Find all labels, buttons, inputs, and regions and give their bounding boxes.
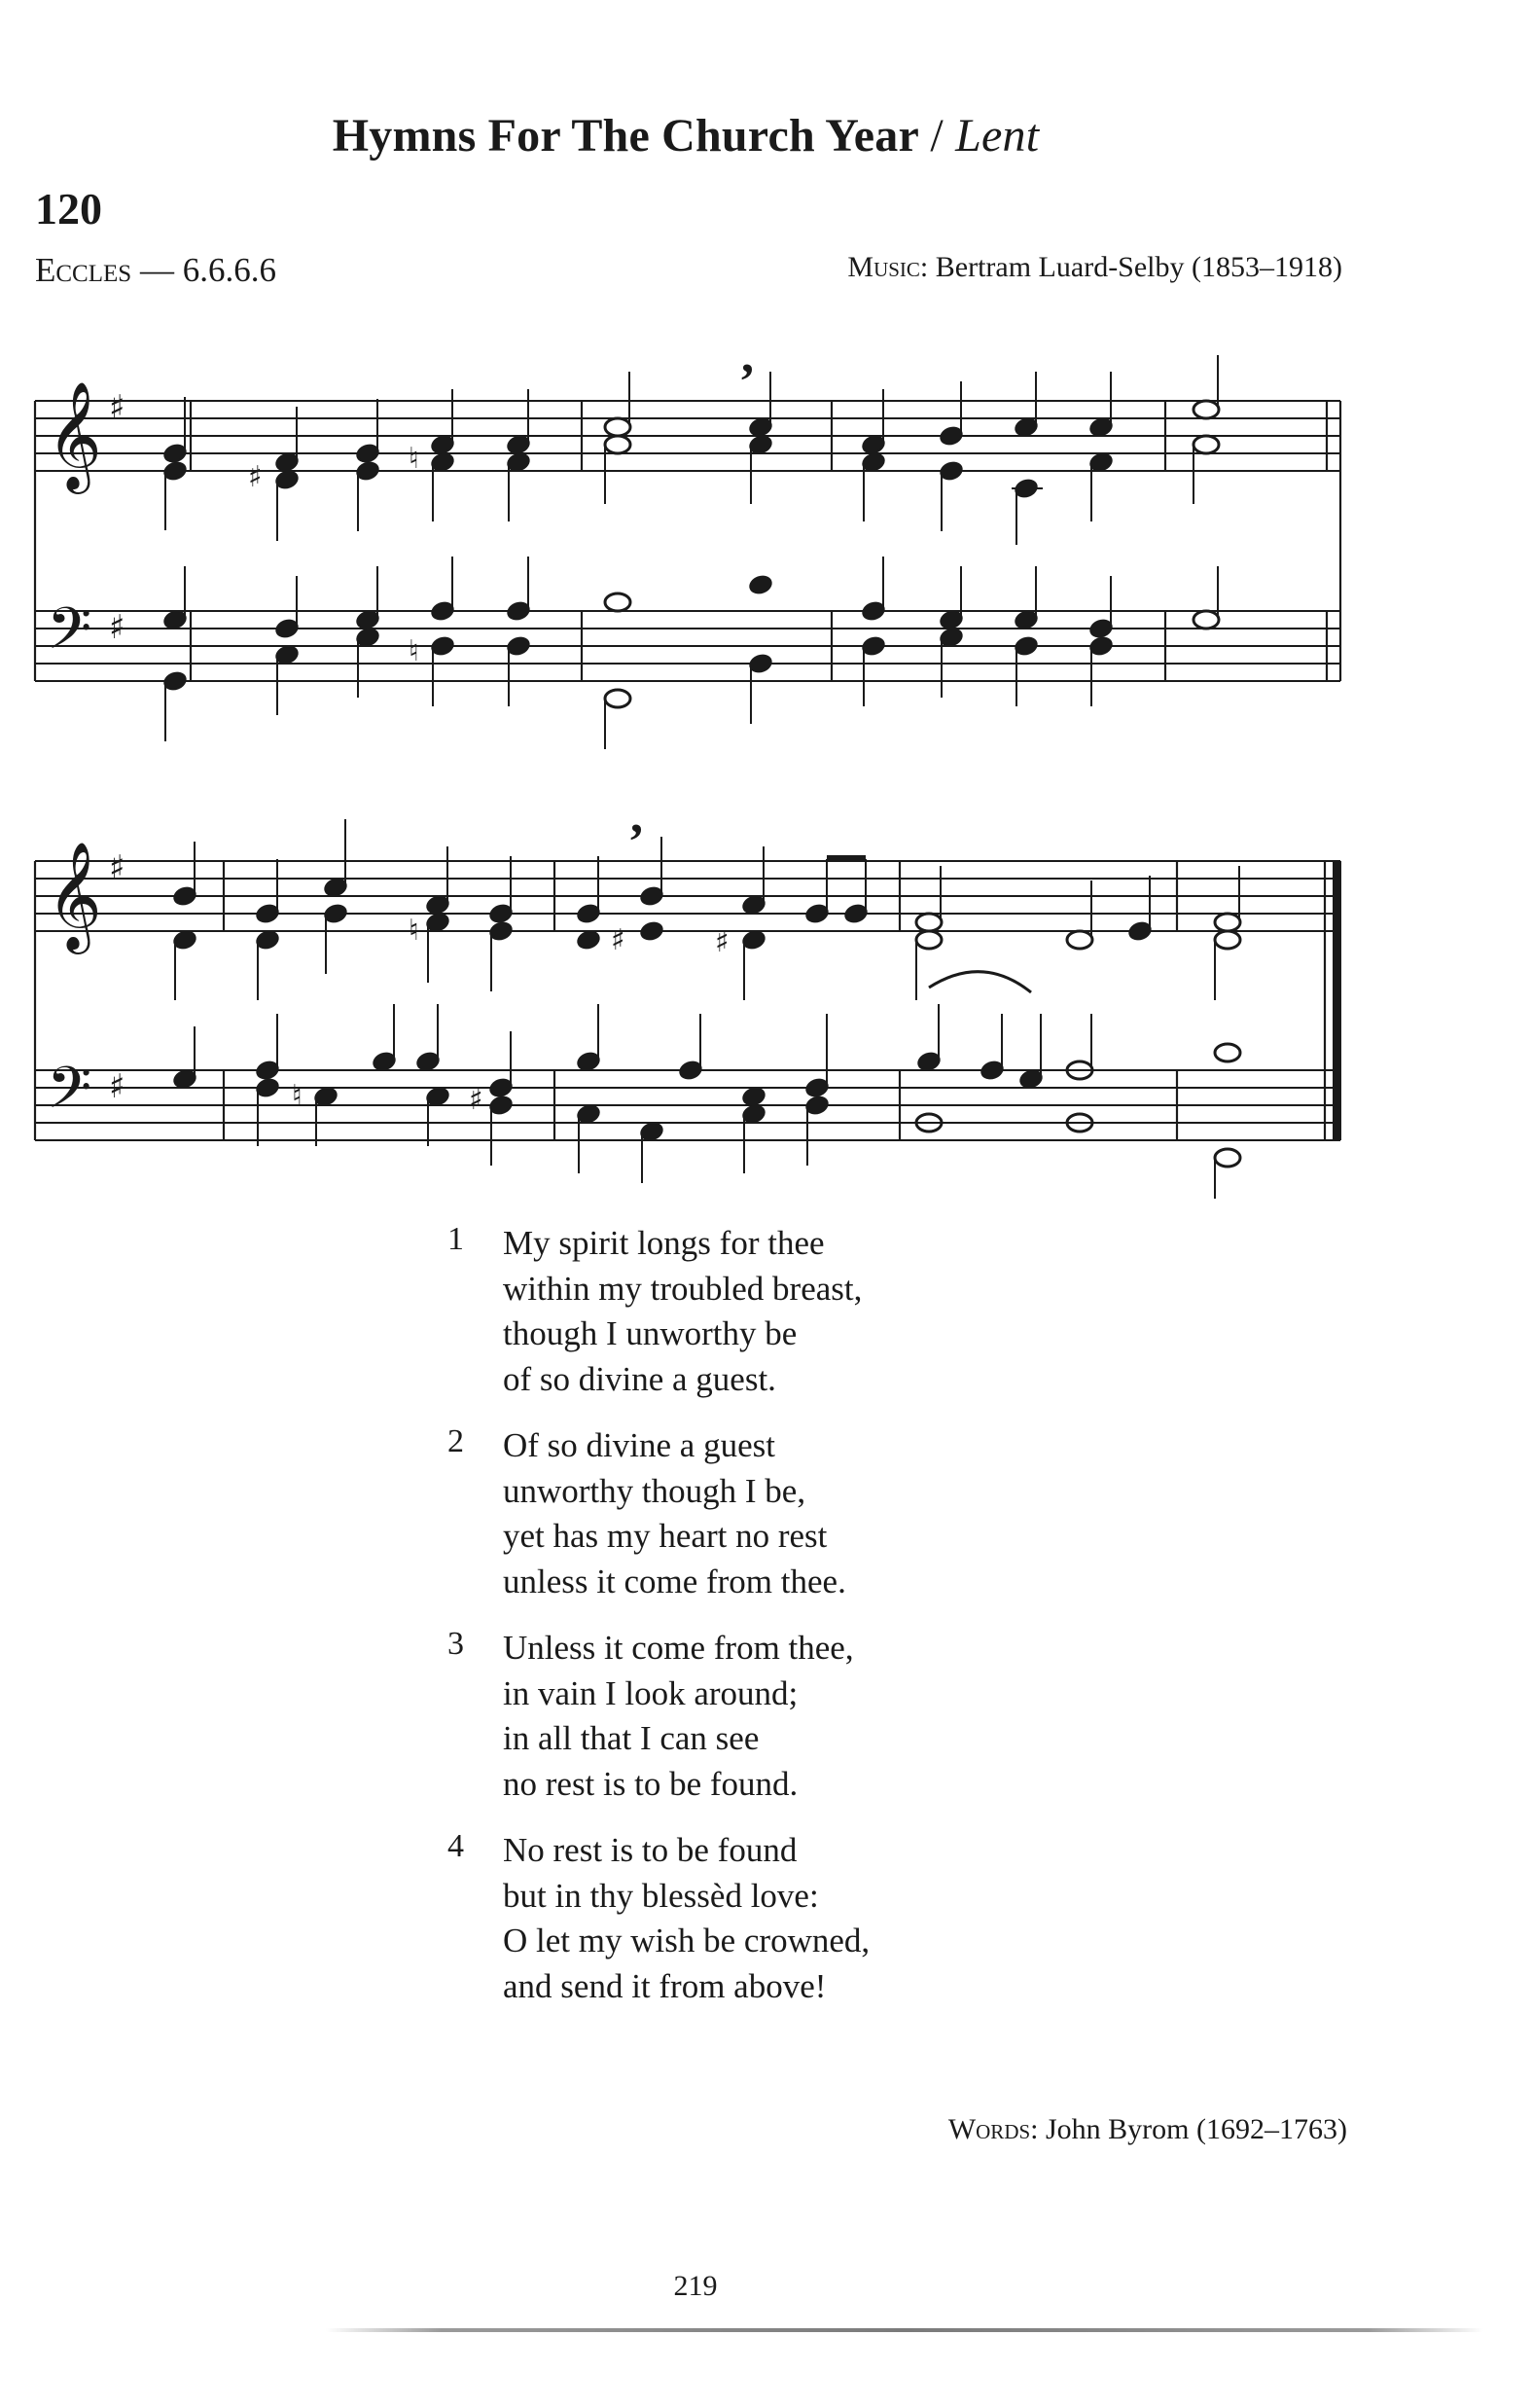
accidental-natural: ♮ xyxy=(409,914,419,948)
barlines-1 xyxy=(35,401,1340,681)
verse-line: unworthy though I be, xyxy=(503,1471,806,1510)
verses xyxy=(447,1221,1128,2031)
verse-line: and send it from above! xyxy=(503,1966,827,2005)
hymn-number: 120 xyxy=(35,184,102,234)
footer-rule xyxy=(326,2328,1483,2332)
verse-line: yet has my heart no rest xyxy=(503,1517,828,1555)
tune-line xyxy=(35,251,276,290)
key-sharp-treble-2: ♯ xyxy=(109,848,125,887)
notes-treble-2 xyxy=(172,819,1240,1000)
slur xyxy=(929,972,1031,992)
running-head xyxy=(0,109,1372,162)
verse-line: no rest is to be found. xyxy=(503,1764,799,1803)
notes-treble-1 xyxy=(162,355,1219,545)
final-barline xyxy=(1333,861,1341,1140)
verse-line: in all that I can see xyxy=(503,1719,760,1757)
meter: 6.6.6.6 xyxy=(182,251,276,289)
verse-number: 4 xyxy=(447,1828,464,1864)
meter-dash: — xyxy=(139,251,174,289)
words-label: Words: xyxy=(947,2113,1039,2145)
bass-clef-1: 𝄢 xyxy=(47,594,92,676)
verse-line: in vain I look around; xyxy=(503,1673,799,1712)
page-number: 219 xyxy=(673,2270,718,2302)
accidental-sharp: ♯ xyxy=(715,925,730,959)
verse-line: of so divine a guest. xyxy=(503,1359,776,1398)
treble-clef-1: 𝄞 xyxy=(47,380,102,489)
accidental-sharp: ♯ xyxy=(611,923,625,957)
notes-bass-2 xyxy=(172,972,1240,1199)
notes-bass-1 xyxy=(162,557,1219,749)
music-credit xyxy=(847,251,1342,284)
words-credit xyxy=(948,2113,1347,2146)
verse-line: unless it come from thee. xyxy=(503,1562,846,1600)
verse-1 xyxy=(447,1221,1128,1402)
verse-line: within my troubled breast, xyxy=(503,1269,863,1308)
accidental-natural: ♮ xyxy=(292,1079,303,1113)
music-score xyxy=(0,350,1532,1206)
accidental-sharp: ♯ xyxy=(469,1083,483,1117)
running-title: Hymns For The Church Year xyxy=(332,110,919,162)
accidental-natural: ♮ xyxy=(409,634,419,668)
author: John Byrom (1692–1763) xyxy=(1046,2113,1347,2145)
accidental-natural: ♮ xyxy=(409,442,419,476)
verse-number: 3 xyxy=(447,1626,464,1662)
tune-name: Eccles xyxy=(35,251,132,289)
verse-number: 2 xyxy=(447,1423,464,1459)
verse-2 xyxy=(447,1423,1128,1604)
treble-clef-2: 𝄞 xyxy=(47,841,102,950)
bass-staff-2 xyxy=(35,1070,1340,1140)
verse-line: My spirit longs for thee xyxy=(503,1224,825,1262)
barlines-2 xyxy=(35,861,1325,1140)
verse-4 xyxy=(447,1828,1128,2009)
verse-number: 1 xyxy=(447,1221,464,1257)
composer: Bertram Luard-Selby (1853–1918) xyxy=(935,251,1342,283)
treble-staff-1 xyxy=(35,401,1340,471)
title-separator: / xyxy=(930,110,944,162)
verse-line: Unless it come from thee, xyxy=(503,1629,854,1667)
key-sharp-bass-2: ♯ xyxy=(109,1067,125,1106)
bass-staff-1 xyxy=(35,611,1340,681)
season-label: Lent xyxy=(955,110,1040,162)
verse-line: O let my wish be crowned, xyxy=(503,1922,871,1959)
verse-line: but in thy blessèd love: xyxy=(503,1876,819,1915)
key-sharp-treble-1: ♯ xyxy=(109,388,125,427)
treble-staff-2 xyxy=(35,861,1340,931)
verse-line: though I unworthy be xyxy=(503,1314,798,1352)
key-sharp-bass-1: ♯ xyxy=(109,608,125,647)
music-label: Music: xyxy=(847,251,929,283)
accidental-sharp: ♯ xyxy=(248,460,263,494)
bass-clef-2: 𝄢 xyxy=(47,1054,92,1135)
breath-mark-1: , xyxy=(741,350,754,383)
verse-line: Of so divine a guest xyxy=(503,1426,775,1464)
verse-3 xyxy=(447,1626,1128,1807)
breath-mark-2: , xyxy=(630,788,643,844)
verse-line: No rest is to be found xyxy=(503,1831,798,1869)
